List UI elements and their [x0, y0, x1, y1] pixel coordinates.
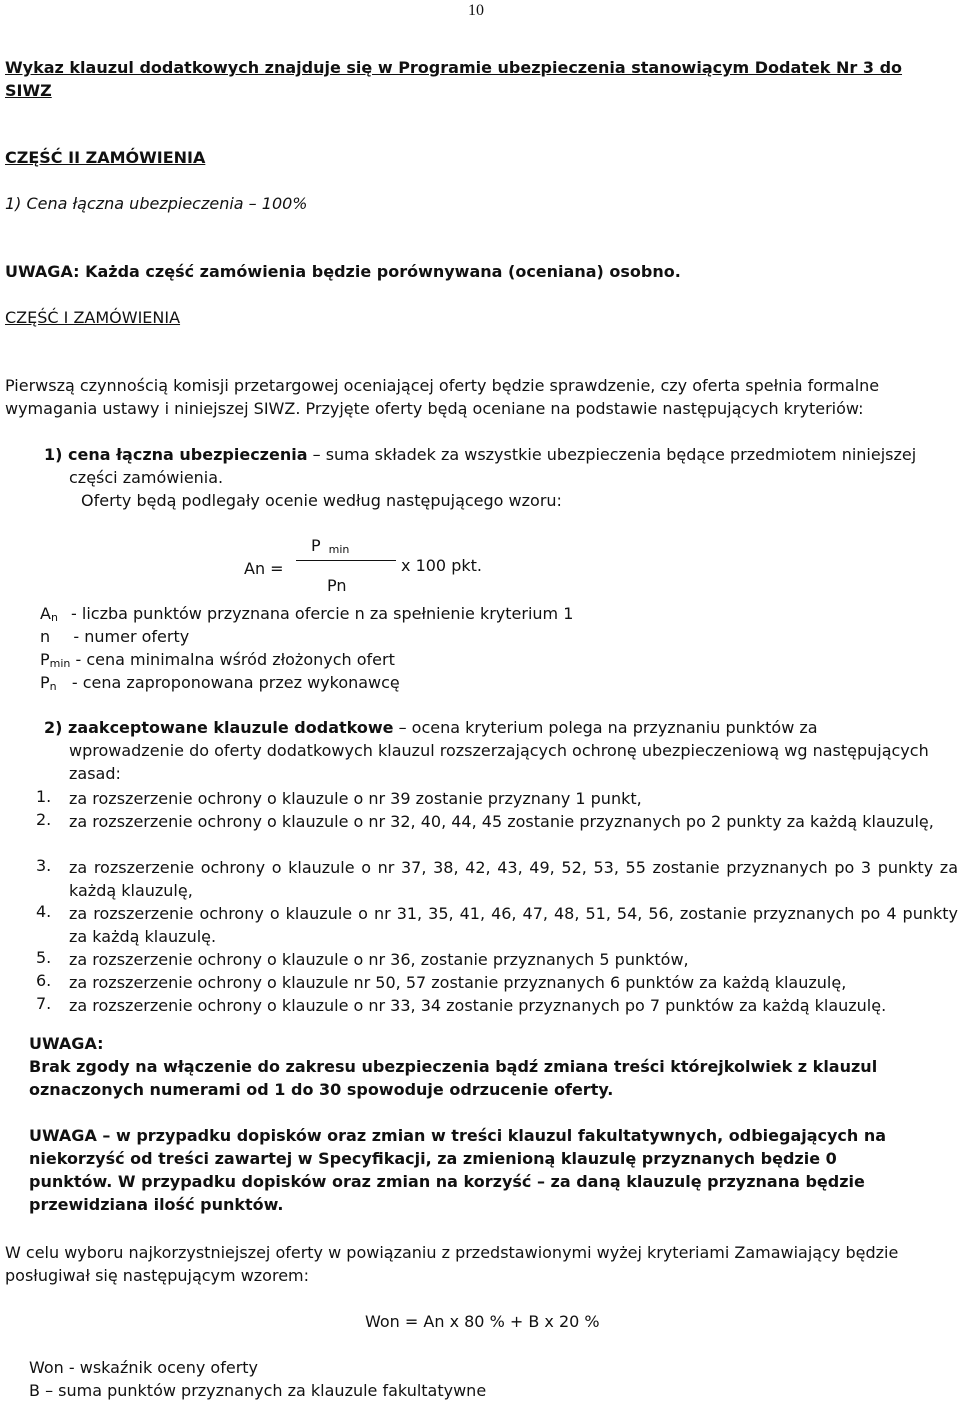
criterion-2-line-2: wprowadzenie do oferty dodatkowych klauzul rozszerzających ochronę ubezpieczeniową wg następujących: [69, 741, 929, 760]
warning-1-title: UWAGA:: [29, 1034, 104, 1053]
legend-description: - cena minimalna wśród złożonych ofert: [70, 650, 395, 669]
criterion-2-label: 2) zaakceptowane klauzule dodatkowe: [44, 718, 394, 737]
legend-symbol: A: [40, 604, 51, 623]
formula-2-times: x: [449, 1312, 460, 1331]
warning-1-line-2: oznaczonych numerami od 1 do 30 spowoduje odrzucenie oferty.: [29, 1080, 614, 1099]
final-line-2: posługiwał się następującym wzorem:: [5, 1266, 310, 1285]
intro-line-1: Pierwszą czynnością komisji przetargowej oceniającej oferty będzie sprawdzenie, czy oferta spełnia formalne: [5, 376, 880, 395]
rule-text: za rozszerzenie ochrony o klauzule o nr 31, 35, 41, 46, 47, 48, 51, 54, 56, zostanie przyznanych po 4 punkty za każdą klauzulę.: [69, 904, 958, 946]
warning-1-line-1: Brak zgody na włączenie do zakresu ubezpieczenia bądź zmiana treści którejkolwiek z klauzul: [29, 1057, 878, 1076]
heading-main: Wykaz klauzul dodatkowych znajduje się w Programie ubezpieczenia stanowiącym Dodatek Nr 3 do: [5, 58, 903, 77]
formula-1-times: x: [401, 556, 411, 575]
formula-1-num-main: P: [311, 536, 321, 555]
legend-symbol-sub: n: [50, 611, 58, 624]
formula-2-part: Won = An: [365, 1312, 450, 1331]
part1-title: CZĘŚĆ I ZAMÓWIENIA: [5, 308, 181, 327]
formula-2-part: 20 %: [553, 1312, 600, 1331]
legend-1-row: [40, 604, 573, 624]
intro-line-2: wymagania ustawy i niniejszej SIWZ. Przyjęte oferty będą oceniane na podstawie następujących kryteriów:: [5, 399, 864, 418]
rule-text: za rozszerzenie ochrony o klauzule nr 50, 57 zostanie przyznanych 6 punktów za każdą klauzulę,: [69, 973, 847, 992]
criterion-1-label: 1) cena łączna ubezpieczenia: [44, 445, 308, 464]
formula-2: [365, 1312, 600, 1331]
formula-1-numerator: [311, 536, 349, 556]
legend-description: - numer oferty: [58, 627, 190, 646]
criterion-1-text: – suma składek za wszystkie ubezpieczenia będące przedmiotem niniejszej: [307, 445, 917, 464]
formula-1-num-sub: min: [328, 543, 350, 556]
legend-description: - liczba punktów przyznana ofercie n za spełnienie kryterium 1: [65, 604, 574, 623]
rule-text: za rozszerzenie ochrony o klauzule o nr 37, 38, 42, 43, 49, 52, 53, 55 zostanie przyznanych po 3 punkty za każdą klauzulę,: [69, 858, 958, 900]
heading-main-cont: SIWZ: [5, 81, 52, 100]
rule-number: 7.: [36, 994, 52, 1013]
formula-1-fraction-bar: [296, 560, 396, 561]
rule-number: 1.: [36, 787, 52, 806]
formula-2-part: 80 % + B: [459, 1312, 545, 1331]
warning-2-line-2: niekorzyść od treści zawartej w Specyfikacji, za zmienioną klauzulę przyznanych będzie 0: [29, 1149, 837, 1168]
formula-1-denominator: [327, 576, 347, 595]
formula-1-den-sub: n: [336, 576, 347, 595]
legend-symbol: P: [40, 673, 50, 692]
legend-1-row: [40, 673, 400, 693]
legend-1-row: [40, 650, 395, 670]
criterion-2-text: – ocena kryterium polega na przyznaniu punktów za: [393, 718, 818, 737]
rule-text: za rozszerzenie ochrony o klauzule o nr 33, 34 zostanie przyznanych po 7 punktów za każdą klauzulę.: [69, 996, 887, 1015]
warning-2-line-4: przewidziana ilość punktów.: [29, 1195, 284, 1214]
final-line-1: W celu wyboru najkorzystniejszej oferty w powiązaniu z przedstawionymi wyżej kryteriami Zamawiający będzie: [5, 1243, 899, 1262]
legend-symbol-sub: min: [49, 657, 71, 670]
legend-2-item: B – suma punktów przyznanych za klauzule fakultatywne: [29, 1381, 487, 1400]
legend-1-row: [40, 627, 189, 646]
rule-number: 6.: [36, 971, 52, 990]
legend-symbol-sub: n: [49, 680, 57, 693]
rule-text: za rozszerzenie ochrony o klauzule o nr 32, 40, 44, 45 zostanie przyznanych po 2 punkty za każdą klauzulę,: [69, 812, 934, 831]
warning-2-line-3: punktów. W przypadku dopisków oraz zmian na korzyść – za daną klauzulę przyznana będzie: [29, 1172, 865, 1191]
formula-intro: Oferty będą podlegały ocenie według następującego wzoru:: [81, 491, 562, 510]
rule-text: za rozszerzenie ochrony o klauzule o nr 39 zostanie przyznany 1 punkt,: [69, 789, 642, 808]
formula-1-lhs: An =: [244, 559, 284, 578]
warning-2-line-1: UWAGA – w przypadku dopisków oraz zmian w treści klauzul fakultatywnych, odbiegających na: [29, 1126, 887, 1145]
formula-1-rhs: [401, 556, 482, 575]
rule-number: 4.: [36, 902, 52, 921]
legend-symbol: P: [40, 650, 50, 669]
formula-1-den-main: P: [327, 576, 337, 595]
rule-number: 3.: [36, 856, 52, 875]
part2-title: CZĘŚĆ II ZAMÓWIENIA: [5, 148, 206, 167]
notice-separate: UWAGA: Każda część zamówienia będzie porównywana (oceniana) osobno.: [5, 262, 681, 281]
rule-number: 5.: [36, 948, 52, 967]
criterion-2-line-3: zasad:: [69, 764, 121, 783]
legend-description: - cena zaproponowana przez wykonawcę: [56, 673, 400, 692]
legend-symbol: n: [40, 627, 51, 646]
formula-2-times: x: [544, 1312, 554, 1331]
rule-text: za rozszerzenie ochrony o klauzule o nr 36, zostanie przyznanych 5 punktów,: [69, 950, 689, 969]
formula-1-points: 100 pkt.: [415, 556, 482, 575]
part2-criterion: 1) Cena łączna ubezpieczenia – 100%: [5, 194, 308, 213]
legend-2-item: Won - wskaźnik oceny oferty: [29, 1358, 259, 1377]
page-number: 10: [468, 2, 484, 19]
criterion-1-line-2: części zamówienia.: [69, 468, 224, 487]
rule-number: 2.: [36, 810, 52, 829]
criterion-2-line-1: [44, 718, 958, 737]
criterion-1-line-1: [44, 445, 958, 464]
